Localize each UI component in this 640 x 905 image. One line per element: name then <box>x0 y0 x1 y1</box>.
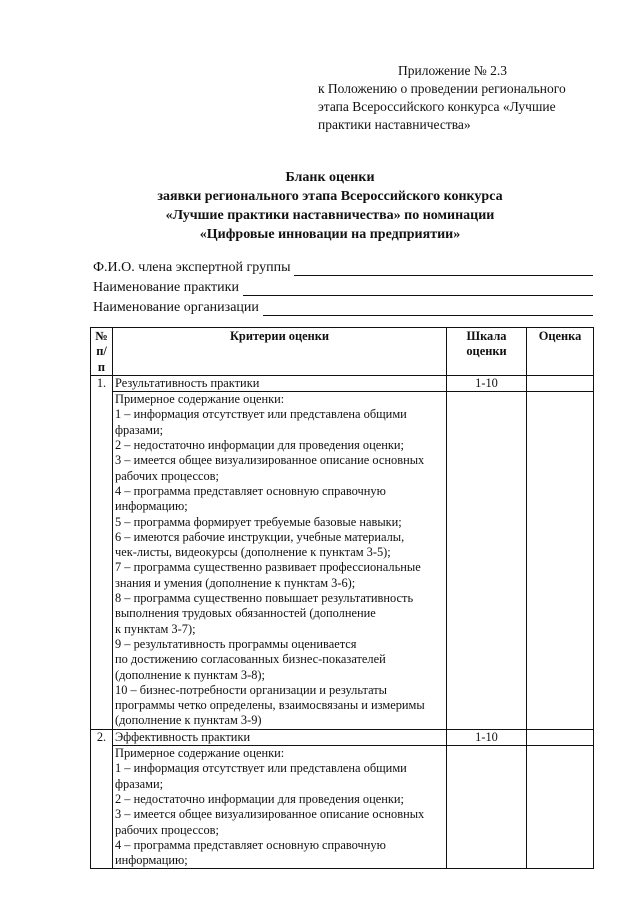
description-line: 10 – бизнес-потребности организации и результаты <box>115 682 388 697</box>
criterion-name: Результативность практики <box>113 375 447 391</box>
description-line: 4 – программа представляет основную справочную <box>115 483 386 498</box>
description-line: знания и умения (дополнение к пунктам 3-6); <box>115 575 356 590</box>
description-line: (дополнение к пунктам 3-8); <box>115 667 265 682</box>
criterion-scale: 1-10 <box>447 375 527 391</box>
description-line: фразами; <box>115 422 164 437</box>
header-num: № п/п <box>91 328 113 376</box>
description-line: к пунктам 3-7); <box>115 621 196 636</box>
practice-name-label: Наименование практики <box>93 280 239 295</box>
score-empty-cell[interactable] <box>527 746 594 869</box>
criterion-description <box>113 746 447 869</box>
description-line: по достижению согласованных бизнес-показателей <box>115 652 386 667</box>
description-line: 6 – имеются рабочие инструкции, учебные материалы, <box>115 529 405 544</box>
title-line: «Лучшие практики наставничества» по номинации <box>165 208 495 223</box>
description-line: 1 – информация отсутствует или представлена общими <box>115 407 407 422</box>
description-line: 1 – информация отсутствует или представлена общими <box>115 761 407 776</box>
description-line: 7 – программа существенно развивает профессиональные <box>115 560 421 575</box>
document-title <box>60 168 600 244</box>
organization-name-line[interactable] <box>263 301 593 316</box>
description-line: 5 – программа формирует требуемые базовые навыки; <box>115 514 402 529</box>
description-line: рабочих процессов; <box>115 468 219 483</box>
score-empty-cell[interactable] <box>527 392 594 730</box>
description-line: 9 – результативность программы оценивается <box>115 636 357 651</box>
description-line: 4 – программа представляет основную справочную <box>115 837 386 852</box>
description-line: 8 – программа существенно повышает результативность <box>115 591 414 606</box>
criteria-table <box>90 327 594 869</box>
description-line: Примерное содержание оценки: <box>115 746 285 761</box>
title-line: Бланк оценки <box>285 170 375 185</box>
table-row <box>91 729 594 745</box>
title-line: «Цифровые инновации на предприятии» <box>199 227 461 242</box>
description-line: выполнения трудовых обязанностей (дополнение <box>115 606 376 621</box>
expert-name-field[interactable] <box>93 256 593 276</box>
description-line: рабочих процессов; <box>115 822 219 837</box>
appendix-line: практики наставничества» <box>318 117 471 132</box>
table-row <box>91 392 594 730</box>
description-line: информацию; <box>115 853 188 868</box>
header-scale: Шкала оценки <box>447 328 527 376</box>
scale-empty-cell <box>447 392 527 730</box>
row-number: 1. <box>91 375 113 729</box>
description-line: 3 – имеется общее визуализированное описание основных <box>115 453 425 468</box>
description-line: программы четко определены, взаимосвязаны и измеримы <box>115 698 425 713</box>
table-row <box>91 746 594 869</box>
title-line: заявки регионального этапа Всероссийского конкурса <box>157 189 503 204</box>
appendix-line: этапа Всероссийского конкурса «Лучшие <box>318 99 556 114</box>
header-score: Оценка <box>527 328 594 376</box>
description-line: Примерное содержание оценки: <box>115 392 285 407</box>
table-row <box>91 375 594 391</box>
description-line: 2 – недостаточно информации для проведения оценки; <box>115 438 404 453</box>
practice-name-line[interactable] <box>243 281 593 296</box>
description-line: 2 – недостаточно информации для проведения оценки; <box>115 791 404 806</box>
criterion-name: Эффективность практики <box>113 729 447 745</box>
expert-name-label: Ф.И.О. члена экспертной группы <box>93 260 291 275</box>
criterion-description <box>113 392 447 730</box>
appendix-number: Приложение № 2.3 <box>398 63 507 78</box>
appendix-line: к Положению о проведении регионального <box>318 81 566 96</box>
row-number: 2. <box>91 729 113 869</box>
header-criteria: Критерии оценки <box>113 328 447 376</box>
appendix-block <box>318 62 608 134</box>
description-line: фразами; <box>115 776 164 791</box>
criterion-scale: 1-10 <box>447 729 527 745</box>
expert-name-line[interactable] <box>294 261 593 276</box>
description-line: (дополнение к пунктам 3-9) <box>115 713 262 728</box>
organization-name-label: Наименование организации <box>93 300 259 315</box>
form-fields <box>93 256 593 316</box>
scale-empty-cell <box>447 746 527 869</box>
description-line: 3 – имеется общее визуализированное описание основных <box>115 807 425 822</box>
score-cell[interactable] <box>527 375 594 391</box>
score-cell[interactable] <box>527 729 594 745</box>
description-line: чек-листы, видеокурсы (дополнение к пунктам 3-5); <box>115 545 391 560</box>
table-header-row <box>91 328 594 376</box>
description-line: информацию; <box>115 499 188 514</box>
organization-name-field[interactable] <box>93 296 593 316</box>
practice-name-field[interactable] <box>93 276 593 296</box>
